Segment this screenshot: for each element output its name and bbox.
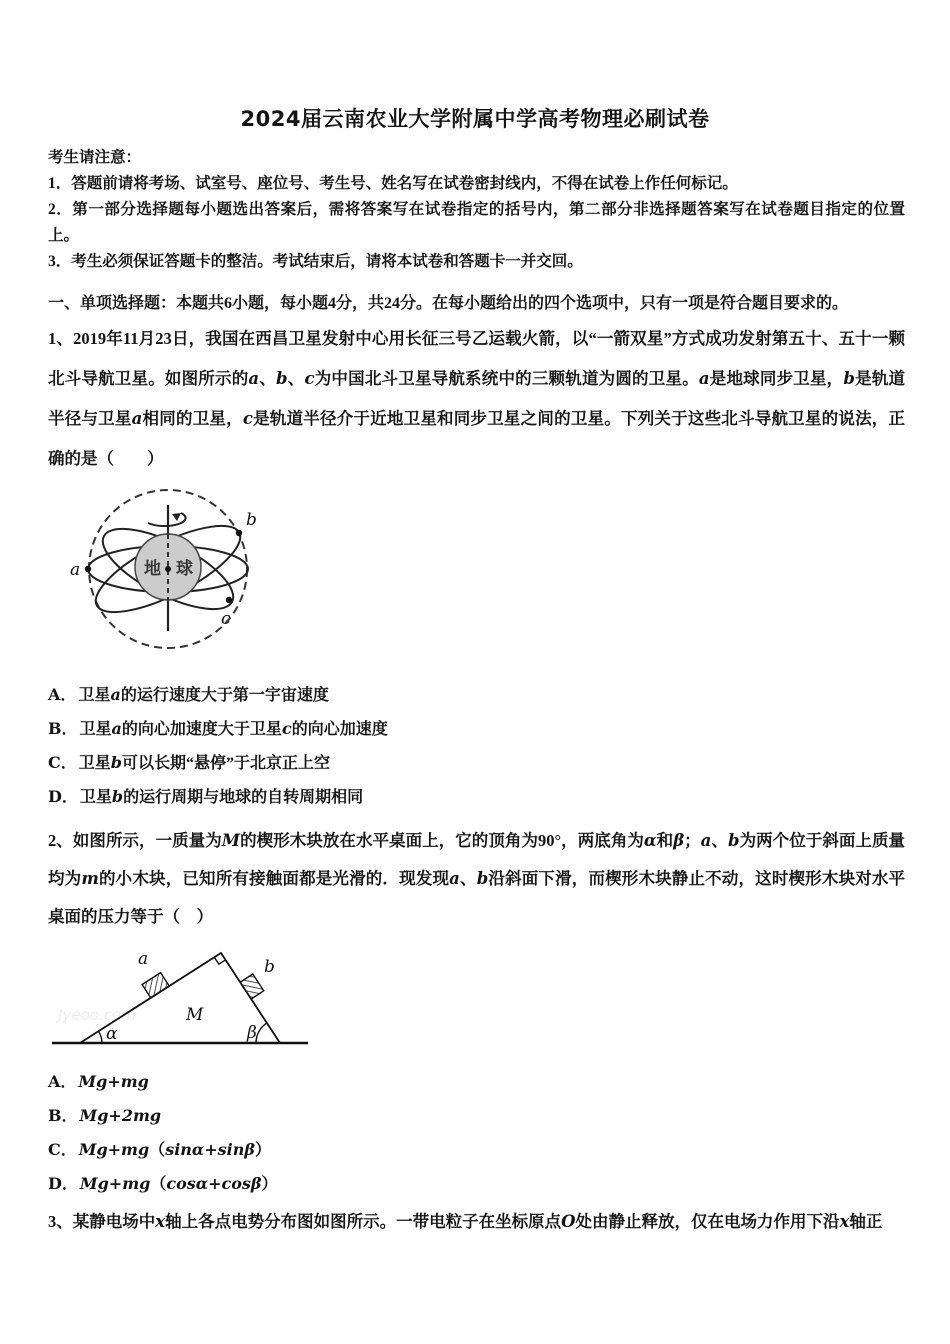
q1-option-a xyxy=(48,678,905,712)
block-b-label: b xyxy=(264,957,275,977)
q2-option-c-formula: Mg+mg（sinα+sinβ） xyxy=(78,1140,271,1159)
satellite-b-label: b xyxy=(246,510,257,530)
block-a xyxy=(142,973,169,998)
notice-item-1: 1．答题前请将考场、试室号、座位号、考生号、姓名写在试卷密封线内，不得在试卷上作任何标记。 xyxy=(48,175,738,192)
q1-option-b xyxy=(48,712,905,746)
question-3-text: 3、某静电场中x轴上各点电势分布图如图所示。一带电粒子在坐标原点O处由静止释放，仅在电场力作用下沿x轴正 xyxy=(48,1212,883,1231)
q2-option-c-letter: C． xyxy=(48,1140,77,1159)
question-2-text: 2、如图所示，一质量为M的楔形木块放在水平桌面上，它的顶角为90°，两底角为α和β；a、b为两个位于斜面上质量均为m的小木块，已知所有接触面都是光滑的．现发现a、b沿斜面下滑，而楔形木块静止不动，这时楔形木块对水平桌面的压力等于（ ） xyxy=(48,831,906,926)
watermark-text: Jyeoo.com xyxy=(58,1006,136,1024)
page-content xyxy=(48,145,905,1241)
question-2-options xyxy=(48,1065,905,1201)
beta-angle-arc xyxy=(256,1023,267,1043)
rotation-arrowhead xyxy=(172,513,181,521)
notice-heading: 考生请注意： xyxy=(48,149,142,166)
notice-item-2: 2．第一部分选择题每小题选出答案后，需将答案写在试卷指定的括号内，第二部分非选择题答案写在试卷题目指定的位置上。 xyxy=(48,201,905,244)
satellite-c-label: c xyxy=(221,609,231,629)
q1-option-b-letter: B． xyxy=(48,719,78,738)
notice-item-3: 3．考生必须保证答题卡的整洁。考试结束后，请将本试卷和答题卡一并交回。 xyxy=(48,253,583,270)
q1-option-c xyxy=(48,746,905,780)
q1-option-d-text: 卫星b的运行周期与地球的自转周期相同 xyxy=(79,787,364,806)
satellite-c-dot xyxy=(226,597,232,603)
question-2-figure xyxy=(48,936,905,1055)
q2-option-a xyxy=(48,1065,905,1099)
q2-option-d-formula: Mg+mg（cosα+cosβ） xyxy=(79,1174,278,1193)
wedge-mass-label: M xyxy=(186,1005,204,1025)
beta-label: β xyxy=(247,1023,257,1043)
question-1-figure xyxy=(48,479,905,668)
q2-option-d xyxy=(48,1167,905,1201)
q1-option-a-letter: A． xyxy=(48,685,77,704)
question-1-options xyxy=(48,678,905,814)
earth-label: 地球 xyxy=(144,559,208,579)
q2-option-b xyxy=(48,1099,905,1133)
satellite-a-label: a xyxy=(70,560,81,580)
alpha-angle-arc xyxy=(99,1031,103,1043)
q2-option-c xyxy=(48,1133,905,1167)
wedge-blocks-figure xyxy=(48,940,320,1050)
q1-option-c-letter: C． xyxy=(48,753,77,772)
block-b xyxy=(240,974,264,999)
q1-option-c-text: 卫星b可以长期“悬停”于北京正上空 xyxy=(78,753,330,772)
q1-option-d xyxy=(48,780,905,814)
satellite-b-dot xyxy=(236,530,242,536)
q1-option-a-text: 卫星a的运行速度大于第一宇宙速度 xyxy=(78,685,329,704)
question-1-text: 1、2019年11月23日，我国在西昌卫星发射中心用长征三号乙运载火箭，以“一箭双星”方式成功发射第五十、五十一颗北斗导航卫星。如图所示的a、b、c为中国北斗卫星导航系统中的三颗轨道为圆的卫星。a是地球同步卫星，b是轨道半径与卫星a相同的卫星，c是轨道半径介于近地卫星和同步卫星之间的卫星。下列关于这些北斗导航卫星的说法，正确的是（ ） xyxy=(48,329,906,468)
q2-option-b-formula: Mg+2mg xyxy=(79,1106,162,1125)
block-a-label: a xyxy=(138,949,149,969)
q2-option-a-formula: Mg+mg xyxy=(78,1072,149,1091)
page-title: 2024届云南农业大学附属中学高考物理必刷试卷 xyxy=(240,107,710,131)
q1-option-d-letter: D． xyxy=(48,787,78,806)
satellite-orbits-figure xyxy=(60,481,275,663)
section-1-heading: 一、单项选择题：本题共6小题，每小题4分，共24分。在每小题给出的四个选项中，只有一项是符合题目要求的。 xyxy=(48,295,849,312)
q2-option-a-letter: A． xyxy=(48,1072,77,1091)
q1-option-b-text: 卫星a的向心加速度大于卫星c的向心加速度 xyxy=(79,719,388,738)
q2-option-b-letter: B． xyxy=(48,1106,78,1125)
satellite-a-dot xyxy=(85,566,91,572)
q2-option-d-letter: D． xyxy=(48,1174,78,1193)
alpha-label: α xyxy=(106,1024,118,1044)
